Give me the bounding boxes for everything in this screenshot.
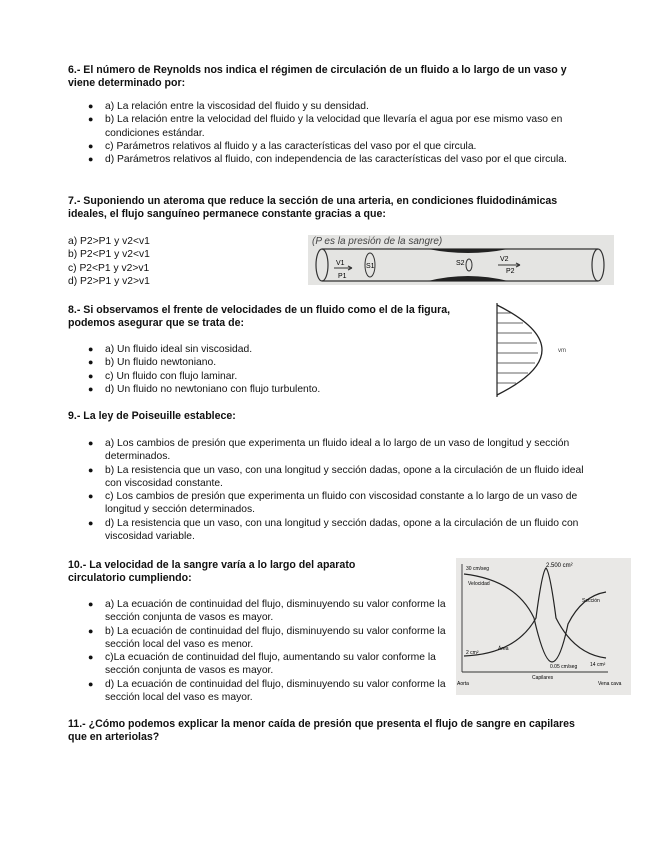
label-aorta: Aorta: [457, 681, 469, 687]
circulation-velocity-figure: [456, 558, 631, 695]
label-capilares: Capilares: [532, 675, 554, 681]
bullet-icon: ●: [88, 140, 94, 151]
stenosis-caption: (P es la presión de la sangre): [312, 236, 443, 247]
option-7d[interactable]: d) P2>P1 y v2>v1: [68, 275, 150, 287]
option-9a[interactable]: ● a) Los cambios de presión que experimenta un fluido ideal a lo largo de un vaso de longitud y sección determinados.: [88, 438, 570, 463]
bullet-icon: ●: [88, 491, 94, 502]
velocity-profile-figure: [491, 301, 581, 399]
question-7-title: 7.- Suponiendo un ateroma que reduce la sección de una arteria, en condiciones fluidodinámicas ideales, el flujo sanguíneo permanece constante gracias a que:: [68, 195, 558, 220]
label-p1: P1: [338, 273, 347, 280]
label-s2: S2: [456, 260, 465, 267]
label-2500cm2: 2.500 cm²: [546, 563, 573, 569]
label-s1: S1: [366, 263, 375, 270]
label-velocidad: Velocidad: [468, 581, 490, 587]
question-8: [68, 304, 460, 396]
option-10c[interactable]: ● c)La ecuación de continuidad del flujo, aumentando su valor conforme la sección conjunta de vasos es mayor.: [88, 652, 436, 677]
question-9: [68, 410, 588, 543]
question-11: [68, 718, 578, 744]
option-9c[interactable]: ● c) Los cambios de presión que experimenta un fluido con viscosidad constante a lo largo de un vaso de longitud y sección determinados.: [88, 491, 578, 516]
option-7a[interactable]: a) P2>P1 y v2<v1: [68, 236, 150, 247]
label-v1: V1: [336, 260, 345, 267]
question-6-options: [68, 100, 580, 166]
option-6a[interactable]: ● a) La relación entre la viscosidad del fluido y su densidad.: [88, 101, 369, 112]
option-10d[interactable]: ● d) La ecuación de continuidad del flujo, disminuyendo su valor conforme la sección local del vaso es mayor.: [88, 678, 446, 704]
bullet-icon: ●: [88, 599, 94, 609]
bullet-icon: ●: [88, 438, 94, 448]
option-7c[interactable]: c) P2<P1 y v2>v1: [68, 262, 150, 274]
label-vena-cava: Vena cava: [598, 681, 622, 687]
label-area: Área: [498, 646, 509, 652]
bullet-icon: ●: [88, 517, 94, 528]
label-seccion: Sección: [582, 598, 600, 604]
option-8b[interactable]: ● b) Un fluido newtoniano.: [88, 357, 217, 369]
option-8c[interactable]: ● c) Un fluido con flujo laminar.: [88, 370, 238, 382]
label-p2: P2: [506, 268, 515, 275]
option-8d[interactable]: ● d) Un fluido no newtoniano con flujo turbulento.: [88, 383, 321, 395]
question-8-options: [68, 343, 460, 396]
option-10a[interactable]: ● a) La ecuación de continuidad del flujo, disminuyendo su valor conforme la sección conjunta de vasos es mayor.: [88, 599, 446, 624]
question-6: [68, 64, 578, 166]
option-9b[interactable]: ● b) La resistencia que un vaso, con una longitud y sección dadas, opone a la circulación de un fluido ideal con viscosidad constante.: [88, 464, 584, 489]
question-10-title: 10.- La velocidad de la sangre varía a lo largo del aparato circulatorio cumpliendo:: [68, 559, 356, 584]
label-005cm-seg: 0.05 cm/seg: [550, 664, 578, 670]
question-9-options: [68, 437, 588, 543]
option-7b[interactable]: b) P2<P1 y v2<v1: [68, 249, 150, 261]
question-11-title: 11.- ¿Cómo podemos explicar la menor caída de presión que presenta el flujo de sangre en capilares que en arteriolas?: [68, 718, 575, 743]
label-v2: V2: [500, 256, 509, 263]
option-6b[interactable]: ● b) La relación entre la velocidad del fluido y la velocidad que llevaría el agua por ese mismo vaso en condiciones estándar.: [88, 114, 563, 139]
option-10b[interactable]: ● b) La ecuación de continuidad del flujo, disminuyendo su valor conforme la sección local del vaso es menor.: [88, 625, 446, 650]
option-6d[interactable]: ● d) Parámetros relativos al fluido, con independencia de las características del vaso por el que circula.: [88, 154, 567, 166]
label-2cm2: 2 cm²: [466, 650, 479, 656]
question-10: [68, 559, 448, 704]
bullet-icon: ●: [88, 652, 94, 663]
question-8-title: 8.- Si observamos el frente de velocidades de un fluido como el de la figura, podemos asegurar que se trata de:: [68, 304, 451, 329]
bullet-icon: ●: [88, 678, 94, 689]
question-10-options: [68, 598, 448, 704]
bullet-icon: ●: [88, 344, 94, 354]
question-9-title: 9.- La ley de Poiseuille establece:: [68, 410, 236, 422]
option-6c[interactable]: ● c) Parámetros relativos al fluido y a las características del vaso por el que circula.: [88, 140, 477, 152]
bullet-icon: ●: [88, 357, 94, 368]
label-vm: vm: [558, 348, 566, 354]
bullet-icon: ●: [88, 114, 94, 125]
bullet-icon: ●: [88, 464, 94, 475]
bullet-icon: ●: [88, 383, 94, 394]
bullet-icon: ●: [88, 625, 94, 636]
question-6-title: 6.- El número de Reynolds nos indica el régimen de circulación de un fluido a lo largo de un vaso y viene determinado por:: [68, 64, 567, 89]
label-30cm-seg: 30 cm/seg: [466, 566, 490, 572]
bullet-icon: ●: [88, 370, 94, 381]
stenosis-figure: [308, 235, 614, 285]
option-8a[interactable]: ● a) Un fluido ideal sin viscosidad.: [88, 344, 253, 355]
bullet-icon: ●: [88, 101, 94, 111]
label-14cm2: 14 cm²: [590, 662, 606, 668]
option-9d[interactable]: ● d) La resistencia que un vaso, con una longitud y sección dadas, opone a la circulación de un fluido con viscosidad variable.: [88, 517, 579, 543]
bullet-icon: ●: [88, 154, 94, 165]
